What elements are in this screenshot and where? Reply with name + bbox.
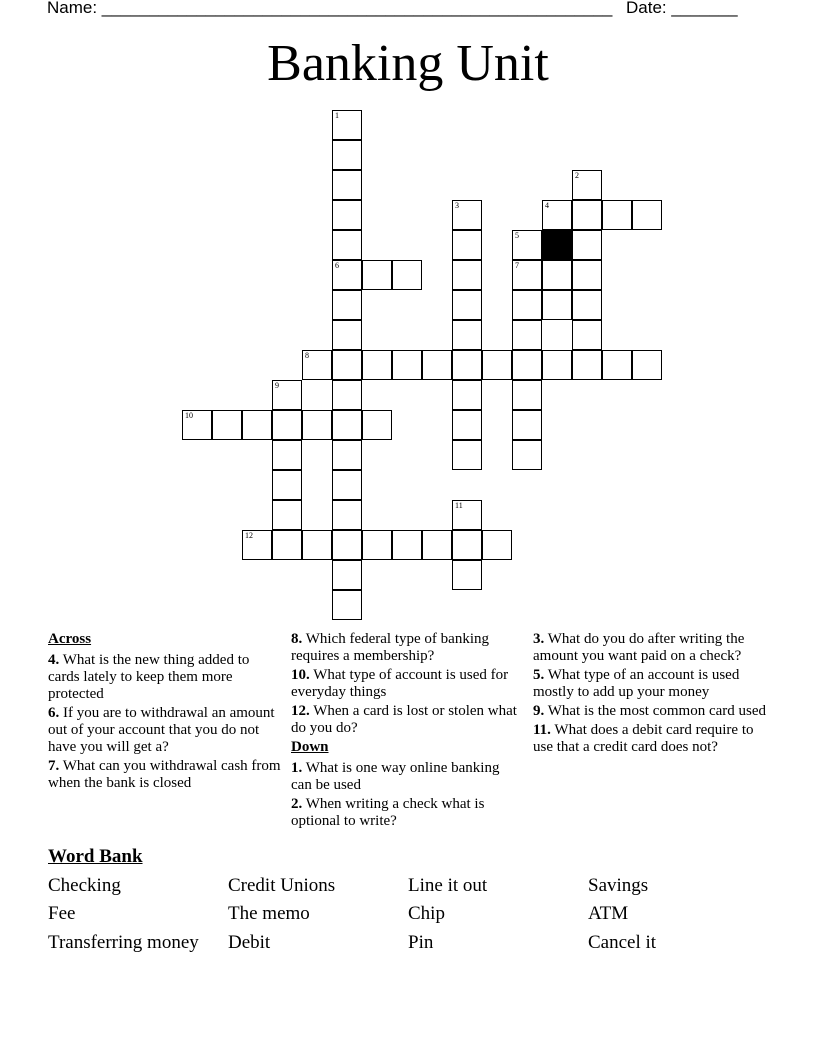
down-clue-3: 3. What do you do after writing the amount you want paid on a check? bbox=[533, 631, 745, 664]
crossword-cell[interactable] bbox=[272, 380, 302, 410]
crossword-cell[interactable] bbox=[332, 320, 362, 350]
crossword-cell[interactable] bbox=[362, 350, 392, 380]
crossword-cell[interactable] bbox=[452, 260, 482, 290]
crossword-cell[interactable] bbox=[572, 320, 602, 350]
crossword-cell[interactable] bbox=[572, 260, 602, 290]
clue-number: 10 bbox=[185, 411, 193, 420]
word-bank-item: Savings bbox=[588, 875, 649, 896]
crossword-cell[interactable] bbox=[362, 530, 392, 560]
across-clue-8: 8. Which federal type of banking requires a membership? bbox=[291, 631, 489, 664]
crossword-cell[interactable] bbox=[512, 380, 542, 410]
across-clue-6: 6. If you are to withdrawal an amount out of your account that you do not have you will get a? bbox=[48, 705, 275, 755]
word-bank-item: Chip bbox=[408, 903, 445, 924]
down-clue-5: 5. What type of an account is used mostly to add up your money bbox=[533, 667, 740, 700]
clue-number: 9 bbox=[275, 381, 279, 390]
word-bank-item: The memo bbox=[228, 903, 310, 924]
crossword-cell[interactable] bbox=[602, 200, 632, 230]
crossword-cell[interactable] bbox=[572, 230, 602, 260]
crossword-cell[interactable] bbox=[512, 350, 542, 380]
crossword-cell[interactable] bbox=[272, 470, 302, 500]
crossword-cell[interactable] bbox=[632, 200, 662, 230]
crossword-cell[interactable] bbox=[272, 530, 302, 560]
down-clue-2: 2. When writing a check what is optional to write? bbox=[291, 796, 485, 829]
crossword-black-cell bbox=[542, 230, 572, 260]
crossword-cell[interactable] bbox=[512, 290, 542, 320]
clue-number: 8 bbox=[305, 351, 309, 360]
date-field-line: Date: _______ bbox=[626, 0, 738, 17]
word-bank-item: Transferring money bbox=[48, 932, 199, 953]
word-bank-item: ATM bbox=[588, 903, 629, 924]
crossword-cell[interactable] bbox=[572, 200, 602, 230]
crossword-cell[interactable] bbox=[332, 350, 362, 380]
clue-number: 2 bbox=[575, 171, 579, 180]
crossword-cell[interactable] bbox=[272, 410, 302, 440]
crossword-cell[interactable] bbox=[422, 350, 452, 380]
crossword-cell[interactable] bbox=[632, 350, 662, 380]
crossword-cell[interactable] bbox=[332, 560, 362, 590]
clue-number: 4 bbox=[545, 201, 549, 210]
crossword-cell[interactable] bbox=[452, 350, 482, 380]
crossword-cell[interactable] bbox=[452, 380, 482, 410]
crossword-cell[interactable] bbox=[392, 260, 422, 290]
crossword-cell[interactable] bbox=[392, 350, 422, 380]
word-bank-item: Debit bbox=[228, 932, 271, 953]
crossword-cell[interactable] bbox=[602, 350, 632, 380]
clue-number: 11 bbox=[455, 501, 463, 510]
word-bank-title: Word Bank bbox=[48, 846, 143, 867]
crossword-cell[interactable] bbox=[452, 560, 482, 590]
clue-number: 7 bbox=[515, 261, 519, 270]
crossword-cell[interactable] bbox=[452, 410, 482, 440]
crossword-cell[interactable] bbox=[482, 530, 512, 560]
crossword-cell[interactable] bbox=[512, 260, 542, 290]
crossword-cell[interactable] bbox=[362, 260, 392, 290]
crossword-cell[interactable] bbox=[242, 530, 272, 560]
crossword-cell[interactable] bbox=[332, 380, 362, 410]
crossword-cell[interactable] bbox=[452, 500, 482, 530]
crossword-cell[interactable] bbox=[332, 290, 362, 320]
crossword-cell[interactable] bbox=[572, 290, 602, 320]
crossword-cell[interactable] bbox=[452, 320, 482, 350]
down-heading: Down bbox=[291, 739, 329, 755]
crossword-cell[interactable] bbox=[302, 350, 332, 380]
crossword-cell[interactable] bbox=[332, 410, 362, 440]
clue-number: 6 bbox=[335, 261, 339, 270]
clue-number: 3 bbox=[455, 201, 459, 210]
word-bank-item: Fee bbox=[48, 903, 76, 924]
crossword-cell[interactable] bbox=[542, 260, 572, 290]
crossword-cell[interactable] bbox=[332, 140, 362, 170]
crossword-cell[interactable] bbox=[302, 410, 332, 440]
word-bank-item: Checking bbox=[48, 875, 121, 896]
across-clue-10: 10. What type of account is used for everyday things bbox=[291, 667, 509, 700]
crossword-cell[interactable] bbox=[452, 230, 482, 260]
crossword-cell[interactable] bbox=[332, 440, 362, 470]
crossword-cell[interactable] bbox=[332, 590, 362, 620]
crossword-cell[interactable] bbox=[452, 440, 482, 470]
crossword-cell[interactable] bbox=[362, 410, 392, 440]
crossword-cell[interactable] bbox=[272, 500, 302, 530]
crossword-cell[interactable] bbox=[332, 500, 362, 530]
down-clue-9: 9. What is the most common card used bbox=[533, 703, 767, 719]
crossword-cell[interactable] bbox=[182, 410, 212, 440]
crossword-cell[interactable] bbox=[572, 170, 602, 200]
crossword-cell[interactable] bbox=[332, 110, 362, 140]
crossword-cell[interactable] bbox=[512, 440, 542, 470]
crossword-cell[interactable] bbox=[242, 410, 272, 440]
crossword-cell[interactable] bbox=[212, 410, 242, 440]
page-title: Banking Unit bbox=[267, 35, 549, 92]
word-bank-item: Credit Unions bbox=[228, 875, 336, 896]
crossword-cell[interactable] bbox=[422, 530, 452, 560]
crossword-cell[interactable] bbox=[452, 530, 482, 560]
word-bank-item: Line it out bbox=[408, 875, 488, 896]
clues-column-3 bbox=[533, 631, 768, 758]
crossword-cell[interactable] bbox=[542, 290, 572, 320]
crossword-cell[interactable] bbox=[302, 530, 332, 560]
crossword-cell[interactable] bbox=[512, 320, 542, 350]
across-heading: Across bbox=[48, 631, 92, 647]
crossword-cell[interactable] bbox=[452, 290, 482, 320]
crossword-cell[interactable] bbox=[542, 200, 572, 230]
crossword-cell[interactable] bbox=[332, 200, 362, 230]
crossword-cell[interactable] bbox=[332, 530, 362, 560]
down-clue-11: 11. What does a debit card require to use that a credit card does not? bbox=[533, 722, 754, 755]
crossword-cell[interactable] bbox=[332, 260, 362, 290]
crossword-cell[interactable] bbox=[572, 350, 602, 380]
crossword-cell[interactable] bbox=[452, 200, 482, 230]
crossword-cell[interactable] bbox=[542, 350, 572, 380]
crossword-cell[interactable] bbox=[482, 350, 512, 380]
crossword-cell[interactable] bbox=[512, 410, 542, 440]
crossword-cell[interactable] bbox=[512, 230, 542, 260]
clues-column-1 bbox=[48, 631, 283, 794]
across-clue-7: 7. What can you withdrawal cash from when the bank is closed bbox=[48, 758, 281, 791]
crossword-cell[interactable] bbox=[332, 230, 362, 260]
crossword-cell[interactable] bbox=[392, 530, 422, 560]
crossword-cell[interactable] bbox=[272, 440, 302, 470]
name-field-line: Name: ______________________________________________________ bbox=[47, 0, 613, 17]
across-clue-4: 4. What is the new thing added to cards lately to keep them more protected bbox=[48, 652, 250, 702]
across-clue-12: 12. When a card is lost or stolen what do you do? bbox=[291, 703, 517, 736]
clue-number: 5 bbox=[515, 231, 519, 240]
word-bank-item: Pin bbox=[408, 932, 434, 953]
down-clue-1: 1. What is one way online banking can be used bbox=[291, 760, 500, 793]
clue-number: 1 bbox=[335, 111, 339, 120]
word-bank-item: Cancel it bbox=[588, 932, 657, 953]
crossword-cell[interactable] bbox=[332, 470, 362, 500]
clue-number: 12 bbox=[245, 531, 253, 540]
clues-column-2 bbox=[291, 631, 519, 832]
crossword-cell[interactable] bbox=[332, 170, 362, 200]
